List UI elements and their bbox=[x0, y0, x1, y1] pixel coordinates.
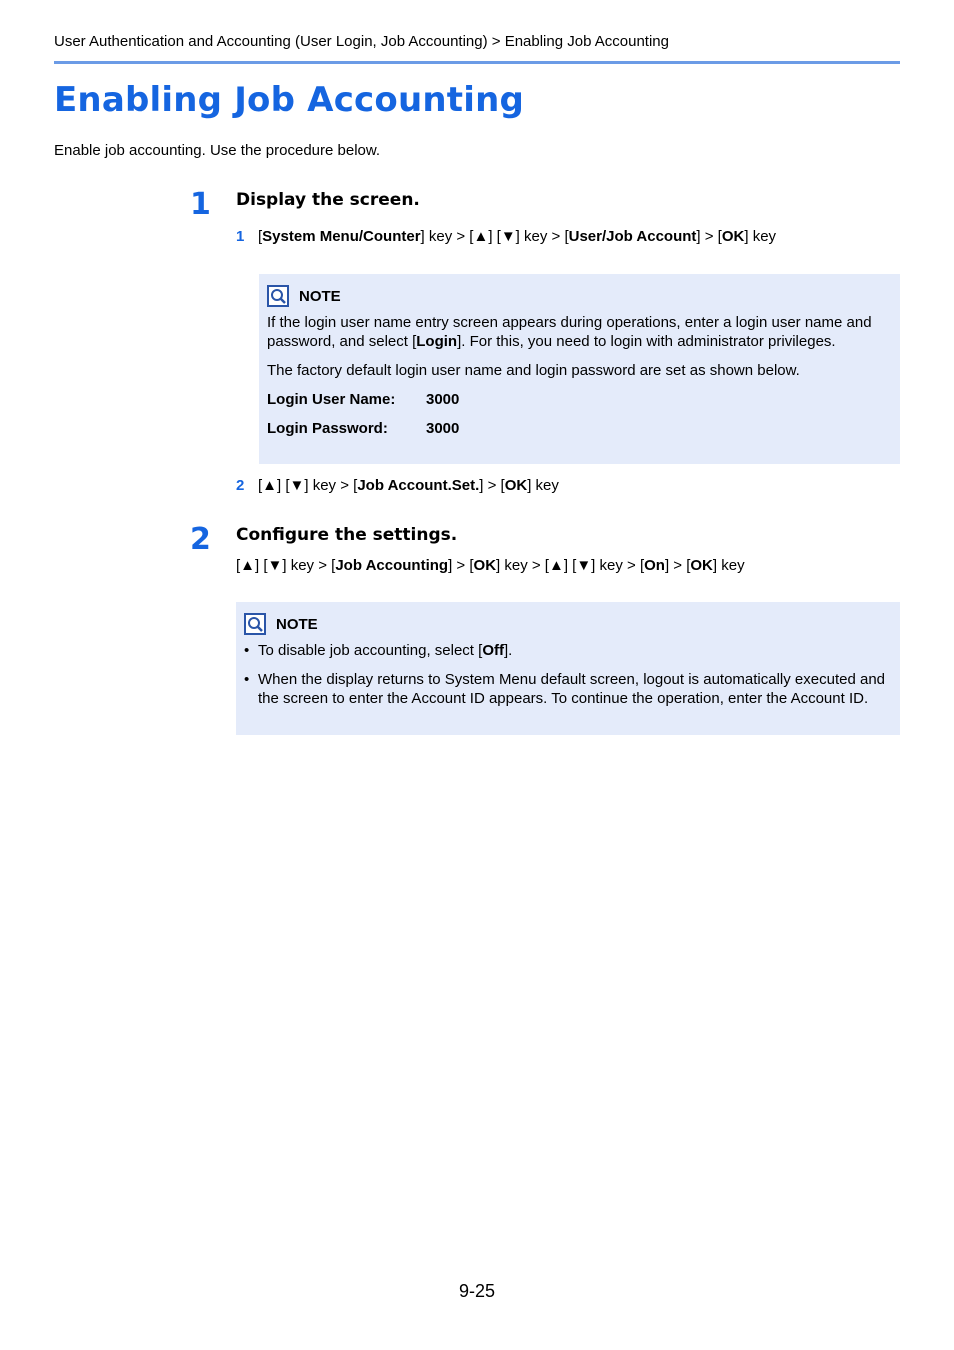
kv-key: Login User Name: bbox=[267, 391, 396, 408]
note-magnifier-icon bbox=[267, 285, 289, 307]
substep-1-1: 1 [System Menu/Counter] key > [▲] [▼] key > [User/Job Account] > [OK] key bbox=[236, 228, 777, 245]
substep-number: 2 bbox=[236, 477, 245, 494]
note-label: NOTE bbox=[276, 615, 318, 633]
kv-value: 3000 bbox=[426, 391, 460, 408]
note-paragraph-1: If the login user name entry screen appears during operations, enter a login user name and password, and select [Login]. For this, you need to login with administrator privileges. bbox=[267, 314, 872, 350]
note-header bbox=[244, 613, 892, 635]
step-1-number: 1 bbox=[190, 187, 211, 222]
note-box-1 bbox=[259, 274, 900, 464]
step-2-number: 2 bbox=[190, 522, 211, 557]
page-number: 9-25 bbox=[458, 1281, 496, 1301]
bullet-dot: • bbox=[244, 642, 250, 659]
step-1-heading: Display the screen. bbox=[236, 190, 420, 210]
intro-text: Enable job accounting. Use the procedure below. bbox=[54, 142, 381, 159]
kv-key: Login Password: bbox=[267, 420, 388, 437]
breadcrumb: User Authentication and Accounting (User Login, Job Accounting) > Enabling Job Accounting bbox=[54, 33, 669, 50]
step-2-heading: Configure the settings. bbox=[236, 525, 458, 545]
login-user-name-row bbox=[267, 390, 892, 409]
note-magnifier-icon bbox=[244, 613, 266, 635]
substep-1-2: 2 [▲] [▼] key > [Job Account.Set.] > [OK] key bbox=[236, 477, 559, 494]
note-paragraph-2: The factory default login user name and login password are set as shown below. bbox=[267, 362, 800, 379]
note-box-2 bbox=[236, 602, 900, 735]
note-header bbox=[267, 285, 892, 307]
note-bullet-2: • When the display returns to System Menu default screen, logout is automatically executed and the screen to enter the Account ID appears. To continue the operation, enter the Account ID. bbox=[244, 671, 886, 707]
bullet-dot: • bbox=[244, 671, 250, 688]
page-title: Enabling Job Accounting bbox=[54, 80, 525, 120]
kv-value: 3000 bbox=[426, 420, 460, 437]
header-rule bbox=[54, 61, 900, 64]
substep-number: 1 bbox=[236, 228, 245, 245]
note-label: NOTE bbox=[299, 287, 341, 305]
step-2-instruction: [▲] [▼] key > [Job Accounting] > [OK] key > [▲] [▼] key > [On] > [OK] key bbox=[236, 557, 745, 574]
note-bullet-1: • To disable job accounting, select [Off]. bbox=[244, 642, 513, 659]
login-password-row bbox=[267, 419, 892, 438]
